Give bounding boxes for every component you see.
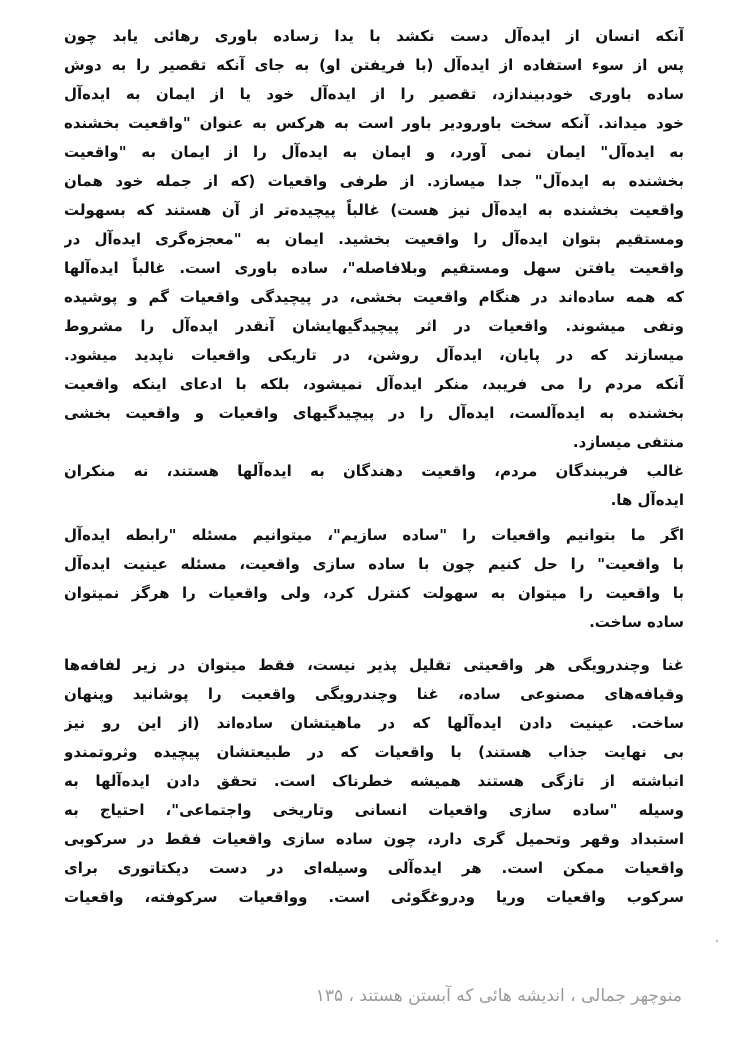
text-line: پس از سوء استفاده از ایده‌آل (با فریفتن او) به جای آنکه تقصیر را به دوش <box>64 56 684 74</box>
text-line: ساده ساخت. <box>589 613 684 631</box>
text-line: سرکوب واقعیات وریا ودروغگوئی است. وواقعیات سرکوفته، واقعیات <box>64 888 684 906</box>
text-line: میسازند که در پایان، ایده‌آل روشن، در تاریکی واقعیات ناپدید میشود. <box>64 346 684 364</box>
scan-speck <box>716 940 718 942</box>
text-line: ساخت. عینیت دادن ایده‌آلها که در ماهیتشان ساده‌اند (از این رو نیز <box>64 714 684 732</box>
text-line: آنکه انسان از ایده‌آل دست نکشد با یدا زساده باوری رهائی یابد چون <box>64 27 684 45</box>
page-footer-citation: منوچهر جمالی ، اندیشه هائی که آبستن هستند ، ۱۳۵ <box>315 986 682 1006</box>
paragraph-2 <box>64 370 684 457</box>
text-line: اگر ما بتوانیم واقعیات را "ساده سازیم"، میتوانیم مسئله "رابطه ایده‌آل <box>64 526 684 544</box>
text-line: با واقعیت را میتوان به سهولت کنترل کرد، ولی واقعیات را هرگز نمیتوان <box>64 584 684 602</box>
text-line: ایده‌آل ها. <box>610 491 684 509</box>
paragraph-5 <box>64 651 684 912</box>
text-line: با واقعیت" را حل کنیم چون با ساده سازی واقعیت، مسئله عینیت ایده‌آل <box>64 555 684 573</box>
text-line: وقیافه‌های مصنوعی ساده، غنا وچندرویگی واقعیت را پوشانید وپنهان <box>64 685 684 703</box>
text-line: غالب فریبندگان مردم، واقعیت دهندگان به ایده‌آلها هستند، نه منکران <box>64 462 684 480</box>
text-line: ومستقیم بتوان ایده‌آل را واقعیت بخشید. ایمان به "معجزه‌گری ایده‌آل در <box>64 230 684 248</box>
text-line: منتفی میسازد. <box>572 433 684 451</box>
text-line: بی نهایت جذاب هستند) با واقعیات که در طبیعتشان پیچیده وثروتمندو <box>64 743 684 761</box>
text-line: وسیله "ساده سازی واقعیات انسانی وتاریخی واجتماعی"، احتیاج به <box>64 801 684 819</box>
text-line: که همه ساده‌اند در هنگام واقعیت بخشی، در پیچیدگی واقعیات گم و پوشیده <box>64 288 684 306</box>
text-line: بخشنده به ایده‌آل" جدا میسازد. از طرفی واقعیات (که از جمله خود همان <box>64 172 684 190</box>
text-line: خود میداند. آنکه سخت باورودیر باور است به هرکس به عنوان "واقعیت بخشنده <box>64 114 684 132</box>
paragraph-3 <box>64 457 684 515</box>
text-line: انباشته از تازگی هستند همیشه خطرناک است. تحقق دادن ایده‌آلها به <box>64 772 684 790</box>
text-line: استبداد وقهر وتحمیل گری دارد، چون ساده سازی واقعیات فقط در سرکوبی <box>64 830 684 848</box>
text-line: ونفی میشوند. واقعیات در اثر پیچیدگیهایشان آنقدر ایده‌آل را مشروط <box>64 317 684 335</box>
document-page <box>64 22 684 912</box>
text-line: به ایده‌آل" ایمان نمی آورد، و ایمان به ایده‌آل را از ایمان به "واقعیت <box>64 143 684 161</box>
paragraph-4 <box>64 521 684 637</box>
text-line: بخشنده به ایده‌آلست، ایده‌آل را در پیچیدگیهای واقعیات و واقعیت بخشی <box>64 404 684 422</box>
text-line: واقعیات ممکن است. هر ایده‌آلی وسیله‌ای در دست دیکتاتوری برای <box>64 859 684 877</box>
text-line: ساده باوری خودبیندازد، تقصیر را از ایده‌آل خود یا از ایمان به ایده‌آل <box>64 85 684 103</box>
text-line: واقعیت بخشنده به ایده‌آل نیز هست) غالباً پیچیده‌تر از آن هستند که بسهولت <box>64 201 684 219</box>
text-line: غنا وچندرویگی هر واقعیتی تقلیل پذیر نیست، فقط میتوان در زیر لفافه‌ها <box>64 656 684 674</box>
paragraph-spacer <box>64 637 684 651</box>
text-line: واقعیت یافتن سهل ومستقیم وبلافاصله"، ساده باوری است. غالباً ایده‌آلها <box>64 259 684 277</box>
paragraph-1 <box>64 22 684 370</box>
text-line: آنکه مردم را می فریبد، منکر ایده‌آل نمیشود، بلکه با ادعای اینکه واقعیت <box>64 375 684 393</box>
